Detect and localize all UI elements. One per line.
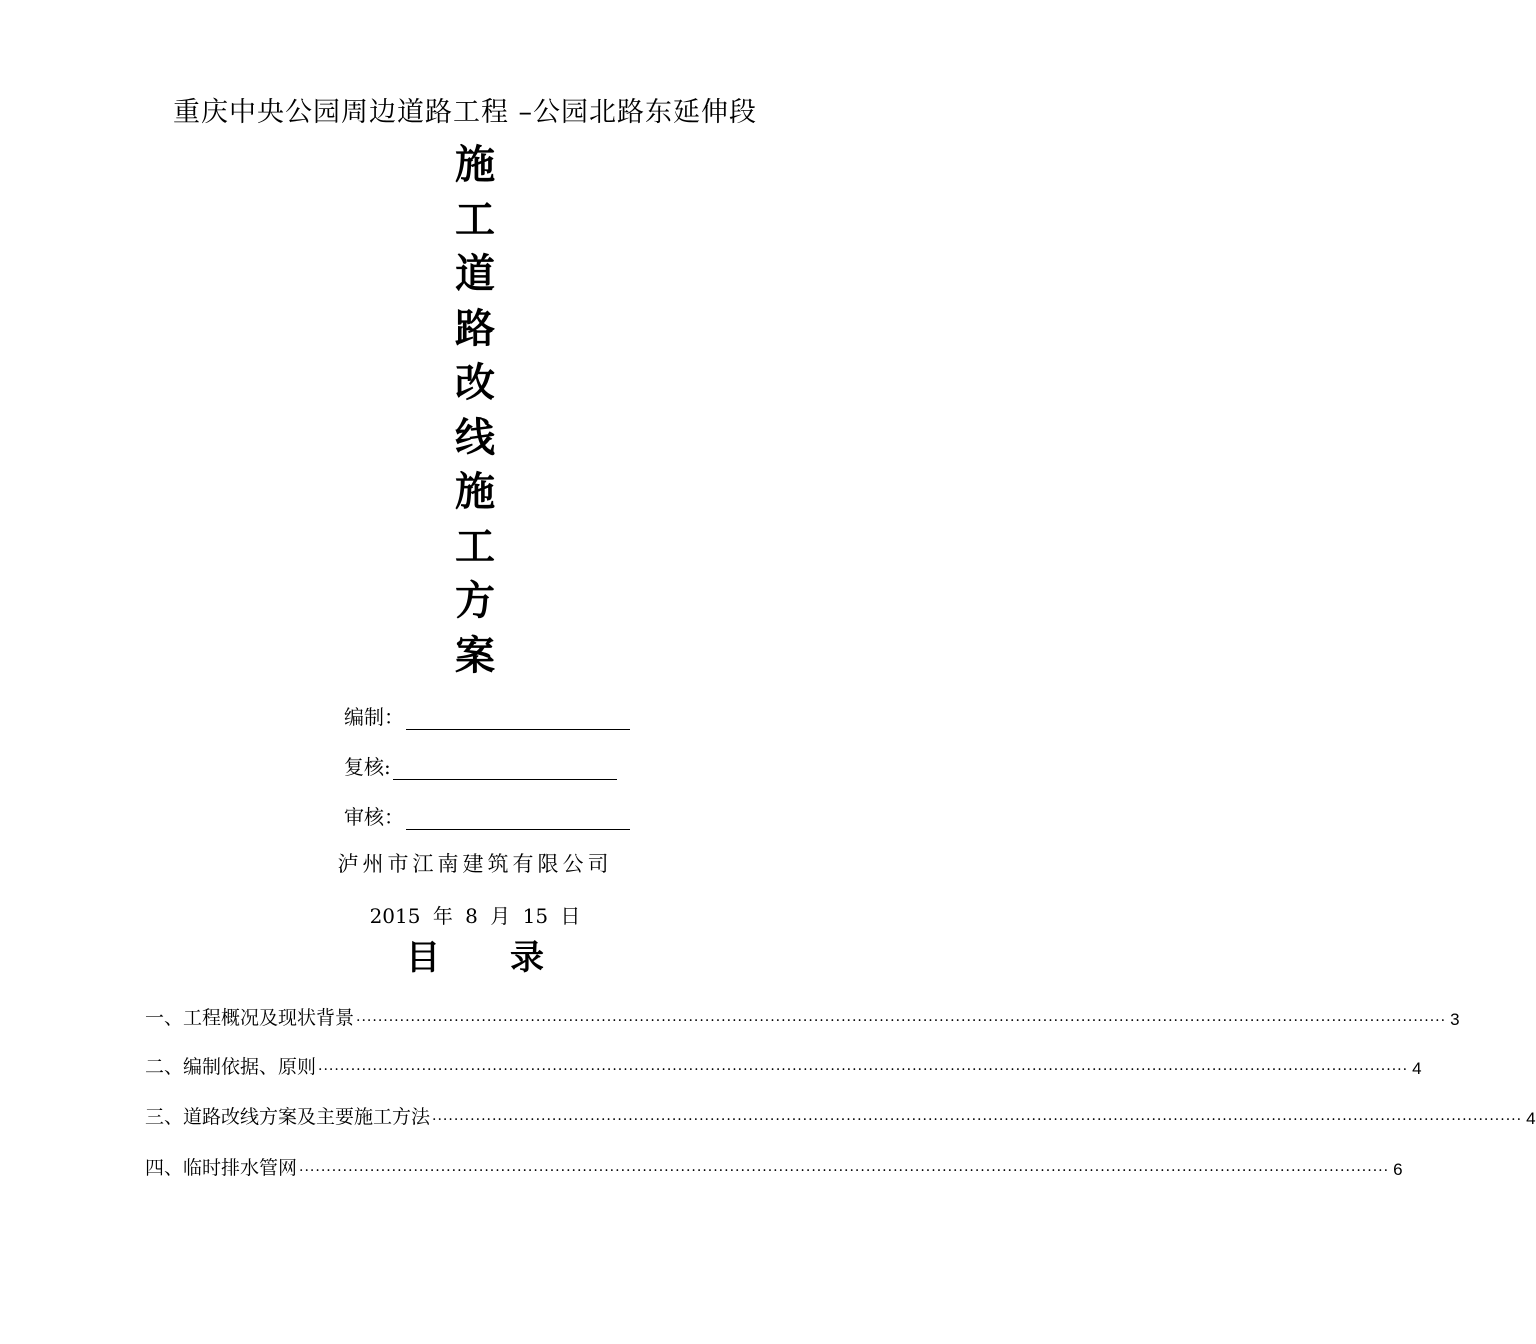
toc-item-text: 三、道路改线方案及主要施工方法 xyxy=(145,1106,431,1128)
company-name: 泸州市江南建筑有限公司 xyxy=(337,852,613,876)
signature-line xyxy=(406,705,630,730)
toc-item-text: 四、临时排水管网 xyxy=(145,1157,298,1179)
signature-label: 编制： xyxy=(344,705,404,729)
toc-item[interactable] xyxy=(145,1152,1403,1180)
toc-leader: ........................................................................................................................................................................................................ xyxy=(432,1108,1523,1124)
document-date: 2015 年 8 月 15 日 xyxy=(369,904,581,928)
title-char: 方 xyxy=(455,578,495,624)
signature-line xyxy=(393,755,617,780)
toc-item-text: 一、工程概况及现状背景 xyxy=(145,1007,355,1029)
title-char: 改 xyxy=(455,360,495,406)
title-char: 路 xyxy=(455,305,495,352)
toc-leader: ........................................................................................................................................................................................................ xyxy=(356,1009,1447,1025)
toc-item[interactable] xyxy=(145,1002,1460,1030)
toc-item-text: 二、编制依据、原则 xyxy=(145,1056,317,1078)
title-char: 线 xyxy=(455,414,495,461)
signature-row-approver xyxy=(344,800,630,830)
vertical-title xyxy=(445,138,505,683)
title-char: 案 xyxy=(455,632,495,679)
toc-page-number: 4 xyxy=(1412,1059,1422,1078)
toc-title-char: 录 xyxy=(510,938,544,978)
signature-label: 审核： xyxy=(344,805,404,829)
toc-title xyxy=(0,930,950,979)
signature-label: 复核: xyxy=(344,755,391,779)
toc-leader: ........................................................................................................................................................................................................ xyxy=(318,1058,1409,1074)
title-char: 道 xyxy=(455,251,495,297)
project-title: 重庆中央公园周边道路工程 –公园北路东延伸段 xyxy=(172,97,758,128)
toc-page-number: 6 xyxy=(1393,1160,1403,1179)
toc-title-char: 目 xyxy=(406,938,440,978)
signature-row-reviewer xyxy=(344,750,617,780)
title-char: 施 xyxy=(455,142,495,188)
title-char: 工 xyxy=(455,523,495,570)
signature-line xyxy=(406,805,630,830)
title-char: 施 xyxy=(455,469,495,515)
toc-leader: ........................................................................................................................................................................................................ xyxy=(299,1159,1390,1175)
toc-item[interactable] xyxy=(145,1051,1422,1079)
signature-row-compiler xyxy=(344,700,630,730)
title-char: 工 xyxy=(455,196,495,243)
toc-page-number: 4 xyxy=(1526,1109,1536,1128)
toc-item[interactable] xyxy=(145,1101,1536,1129)
toc-page-number: 3 xyxy=(1450,1010,1460,1029)
